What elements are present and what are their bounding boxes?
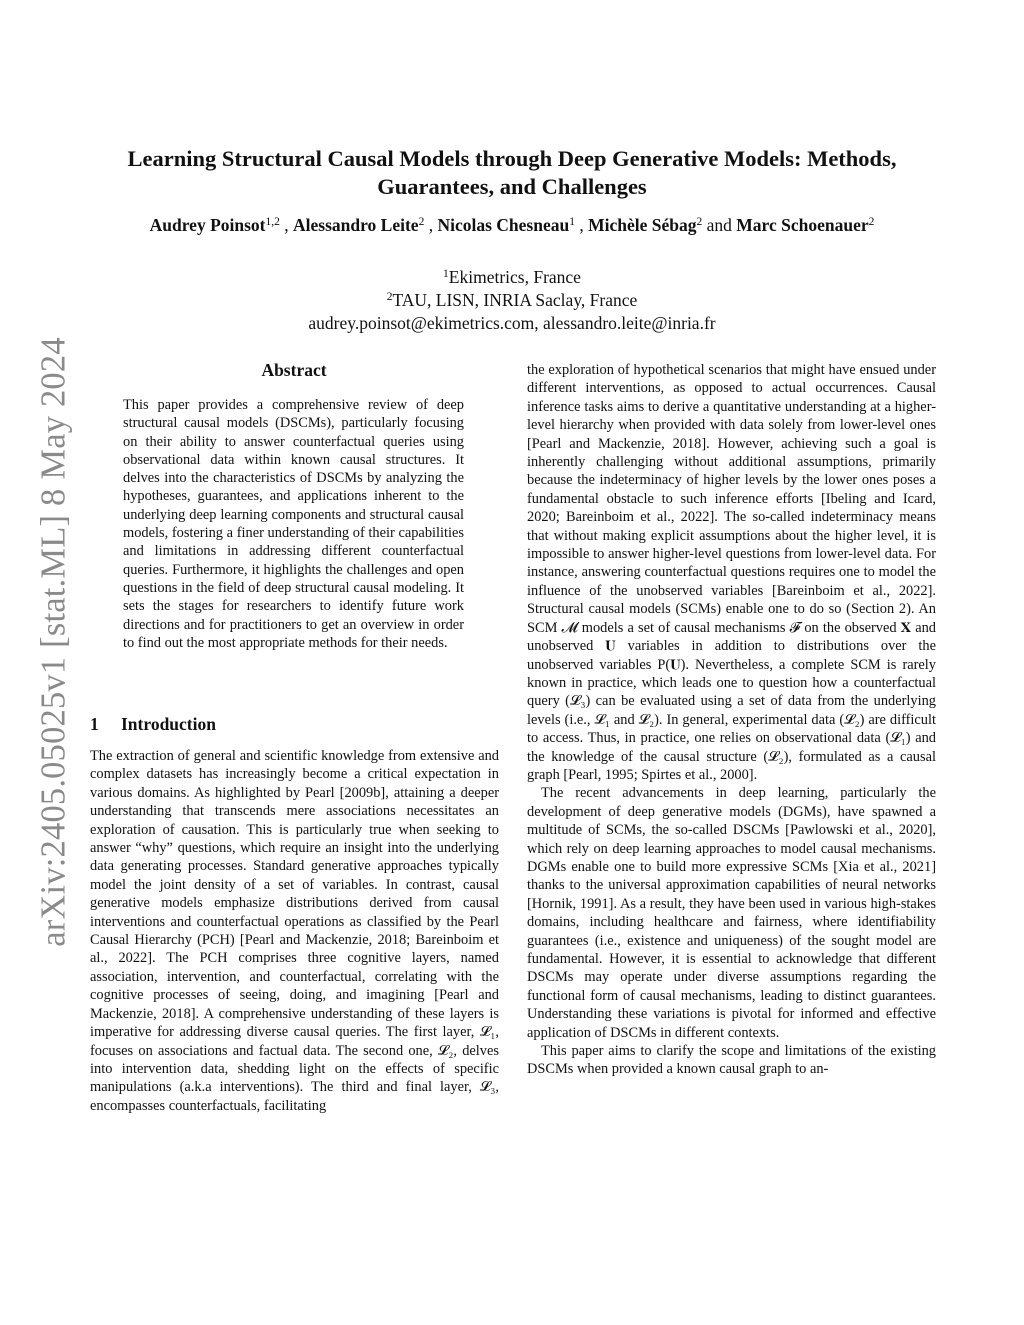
author-emails: audrey.poinsot@ekimetrics.com, alessandro.leite@inria.fr bbox=[308, 313, 716, 333]
abstract-text: This paper provides a comprehensive review of deep structural causal models (DSCMs), particularly focusing on their ability to answer counterfactual queries using observational data within known causal structures. It delves into the characteristics of DSCMs by analyzing the hypotheses, guarantees, and applications inherent to the underlying deep learning components and structural causal models, fostering a finer understanding of their capabilities and limitations in addressing different counterfactual queries. Furthermore, it highlights the challenges and open questions in the field of deep structural causal modeling. It sets the stages for researchers to identify future work directions and for practitioners to get an overview in order to find out the most appropriate methods for their needs. bbox=[123, 397, 464, 651]
author-name: Audrey Poinsot bbox=[149, 215, 266, 235]
author-name: Alessandro Leite bbox=[293, 215, 419, 235]
author-affil-sup: 1 bbox=[569, 216, 575, 228]
affiliation: $^1$Ekimetrics, France bbox=[443, 267, 581, 287]
author-name: Marc Schoenauer bbox=[736, 215, 869, 235]
arxiv-identifier: arXiv:2405.05025v1 [stat.ML] 8 May 2024 bbox=[34, 337, 73, 947]
author-name: Michèle Sébag bbox=[588, 215, 697, 235]
abstract-heading: Abstract bbox=[261, 360, 327, 380]
author-and: and bbox=[706, 215, 732, 235]
right-column bbox=[527, 361, 936, 1079]
paragraph: The recent advancements in deep learning, particularly the development of deep generative models (DGMs), have spawned a multitude of SCMs, the so-called DSCMs [Pawlowski et al., 2020], which rely on deep learning approaches to model causal mechanisms. DGMs enable one to build more expressive SCMs [Xia et al., 2021] thanks to the universal approximation capabilities of neural networks [Hornik, 1991]. As a result, they have been used in various high-stakes domains, including healthcare and fairness, where identifiability guarantees (i.e., existence and uniqueness) of the sought model are fundamental. However, it is essential to acknowledge that different DSCMs may operate under diverse assumptions regarding the functional form of causal mechanisms, leading to distinct guarantees. Understanding these variations is pivotal for informed and effective application of DSCMs in different contexts. bbox=[527, 785, 936, 1041]
author-affil-sup: 2 bbox=[696, 216, 703, 228]
left-column bbox=[90, 747, 499, 1115]
author-affil-sup: 2 bbox=[418, 216, 425, 228]
paragraph: This paper aims to clarify the scope and limitations of the existing DSCMs when provided a known causal graph to an- bbox=[527, 1043, 936, 1078]
paragraph: The extraction of general and scientific knowledge from extensive and complex datasets has increasingly become a critical expectation in various domains. As highlighted by Pearl [2009b], attaining a deeper understanding that transcends mere associations necessitates an exploration of causation. This is particularly true when seeking to answer “why” questions, which require an insight into the underlying data generating processes. Standard generative approaches typically model the joint density of a set of variables. In contrast, causal generative models emphasize distributions derived from causal interventions and counterfactual operations as classified by the Pearl Causal Hierarchy (PCH) [Pearl and Mackenzie, 2018; Bareinboim et al., 2022]. The PCH comprises three cognitive layers, named association, intervention, and counterfactual, correlating with the cognitive processes of seeing, doing, and imagining [Pearl and Mackenzie, 2018]. A comprehensive understanding of these layers is imperative for addressing diverse causal queries. The first layer, 𝓛₁, focuses on associations and factual data. The second one, 𝓛₂, delves into intervention data, shedding light on the effects of specific manipulations (a.k.a interventions). The third and final layer, 𝓛₃, encompasses counterfactuals, facilitating bbox=[90, 748, 499, 1114]
section-heading bbox=[90, 714, 216, 735]
author-name: Nicolas Chesneau bbox=[437, 215, 570, 235]
paragraph: the exploration of hypothetical scenarios that might have ensued under different interventions, as opposed to actual occurrences. Causal inference tasks aims to derive a quantitative understanding at a higher-level hierarchy when provided with data solely from lower-level ones [Pearl and Mackenzie, 2018]. However, achieving such a goal is inherently challenging without additional assumptions, primarily because the indeterminacy of higher levels by the lower ones poses a fundamental obstacle to such inference efforts [Ibeling and Icard, 2020; Bareinboim et al., 2022]. The so-called indeterminacy means that without making explicit assumptions about the higher level, it is impossible to answer higher-level questions from lower-level data. For instance, answering counterfactual questions requires one to model the influence of the unobserved variables [Bareinboim et al., 2022]. Structural causal models (SCMs) enable one to do so (Section 2). An SCM 𝓜 models a set of causal mechanisms 𝓕 on the observed 𝐗 and unobserved 𝐔 variables in addition to distributions over the unobserved variables P(𝐔). Nevertheless, a complete SCM is rarely known in practice, which leads one to question how a counterfactual query (𝓛₃) can be evaluated using a set of data from the underlying levels (i.e., 𝓛₁ and 𝓛₂). In general, experimental data (𝓛₂) are difficult to access. Thus, in practice, one relies on observational data (𝓛₁) and the knowledge of the causal structure (𝓛₂), formulated as a causal graph [Pearl, 1995; Spirtes et al., 2000]. bbox=[527, 362, 936, 783]
author-list: Audrey Poinsot$^{1,2}$ , Alessandro Leite$^2$ , Nicolas Chesneau$^1$ , Michèle Sébag$^2$ and Marc Schoenauer$^2$ bbox=[149, 215, 875, 235]
affiliation: $^2$TAU, LISN, INRIA Saclay, France bbox=[386, 290, 638, 310]
author-affil-sup: 2 bbox=[868, 216, 875, 228]
section-number: 1 bbox=[90, 714, 99, 734]
paper-title: Learning Structural Causal Models through Deep Generative Models: Methods, Guarantees, and Challenges bbox=[127, 146, 897, 199]
section-title: Introduction bbox=[121, 714, 216, 734]
author-affil-sup: 1,2 bbox=[265, 216, 280, 228]
